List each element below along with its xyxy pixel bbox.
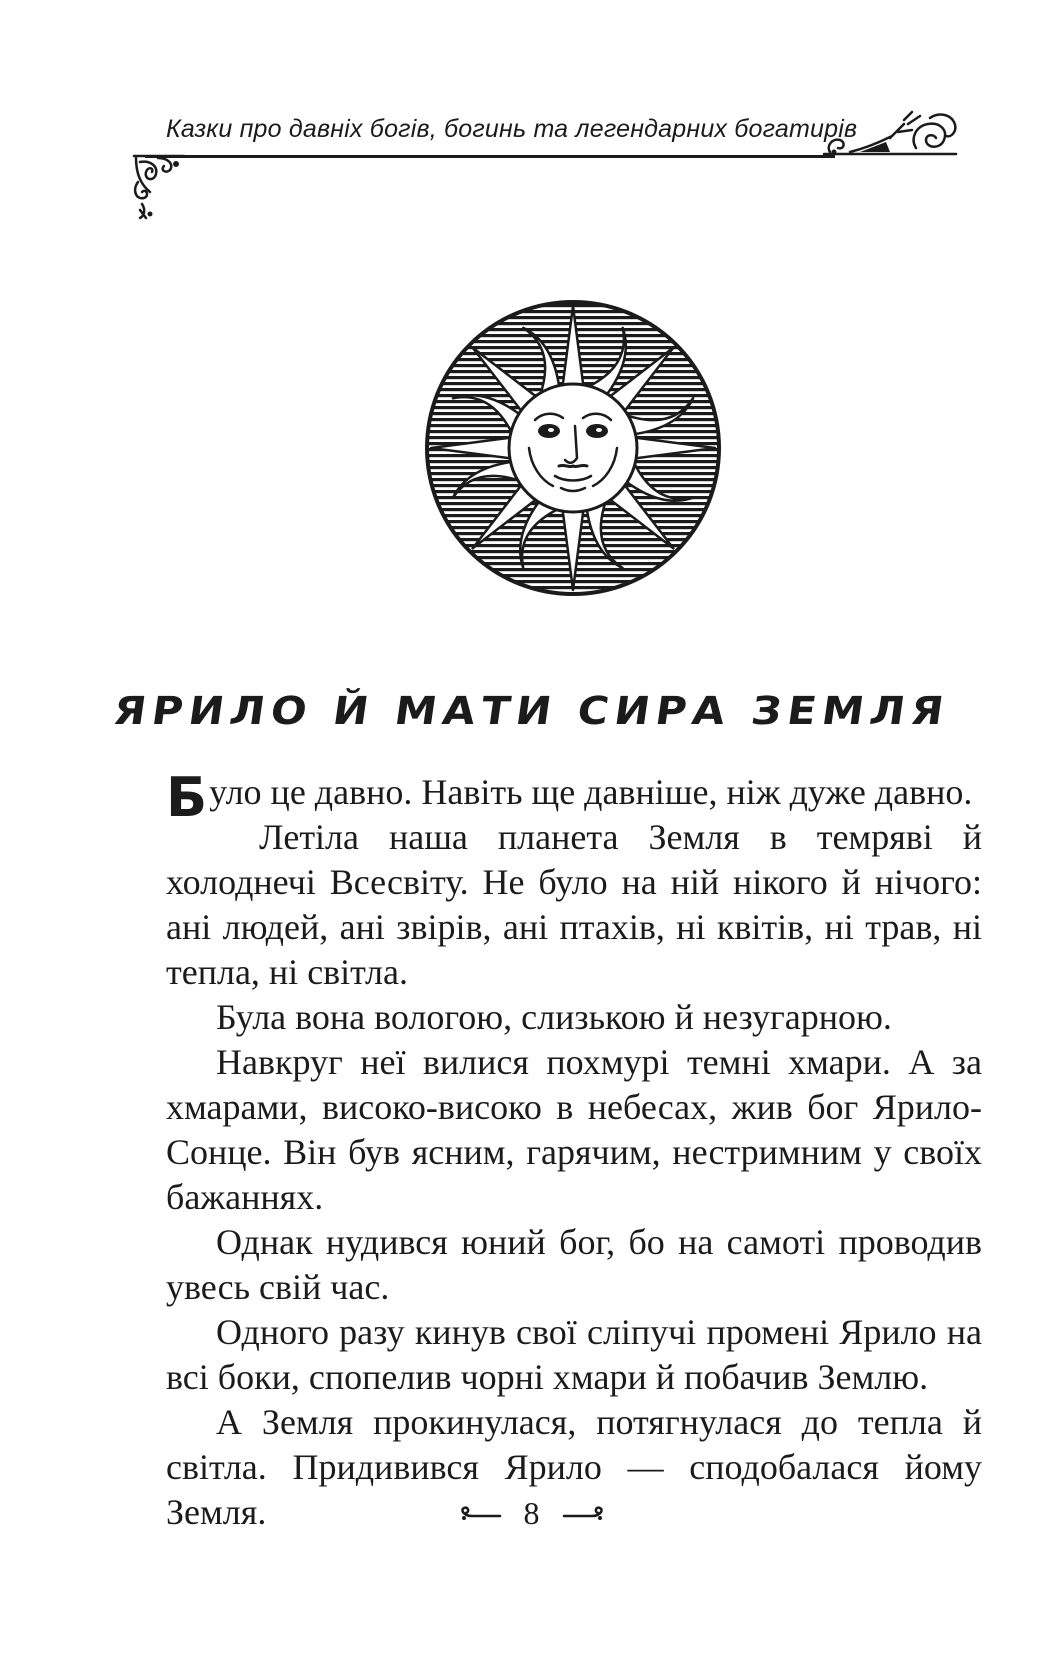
story-text <box>166 766 982 1535</box>
paragraph: Однак нудився юний бог, бо на самоті проводив увесь свій час. <box>166 1222 982 1307</box>
header-rule <box>145 155 835 158</box>
drop-cap: Б <box>166 766 208 829</box>
paragraph <box>166 766 982 829</box>
running-head-title: Казки про давніх богів, богинь та легендарних богатирів <box>166 115 858 143</box>
flourish-right-icon <box>562 1504 610 1524</box>
chapter-title: ЯРИЛО Й МАТИ СИРА ЗЕМЛЯ <box>110 687 953 734</box>
corner-ornament-left-icon <box>128 152 188 222</box>
paragraph: Була вона вологою, слизькою й незугарною. <box>216 997 892 1037</box>
sun-with-face-icon <box>423 298 723 598</box>
page-number: 8 <box>523 1495 540 1531</box>
corner-ornament-right-icon <box>820 108 960 160</box>
flourish-left-icon <box>454 1504 502 1524</box>
paragraph: Навкруг неї вилися похмурі темні хмари. А за хмарами, високо-високо в небесах, жив бог Ярило-Сонце. Він був ясним, гарячим, нестримним у своїх бажаннях. <box>166 1042 982 1217</box>
paragraph: Летіла наша планета Земля в темряві й холоднечі Всесвіту. Не було на ній нікого й нічого: ані людей, ані звірів, ані птахів, ні квітів, ні трав, ні тепла, ні світла. <box>166 817 982 992</box>
paragraph-text: уло це давно. Навіть ще давніше, ніж дуже давно. <box>209 772 973 812</box>
paragraph: А Земля прокинулася, потягнулася до тепла й світла. Придивився Ярило — сподобалася йому Земля. <box>166 1402 982 1532</box>
paragraph: Одного разу кинув свої сліпучі промені Ярило на всі боки, спопелив чорні хмари й побачив Землю. <box>166 1312 982 1397</box>
page-footer <box>0 1495 1063 1532</box>
